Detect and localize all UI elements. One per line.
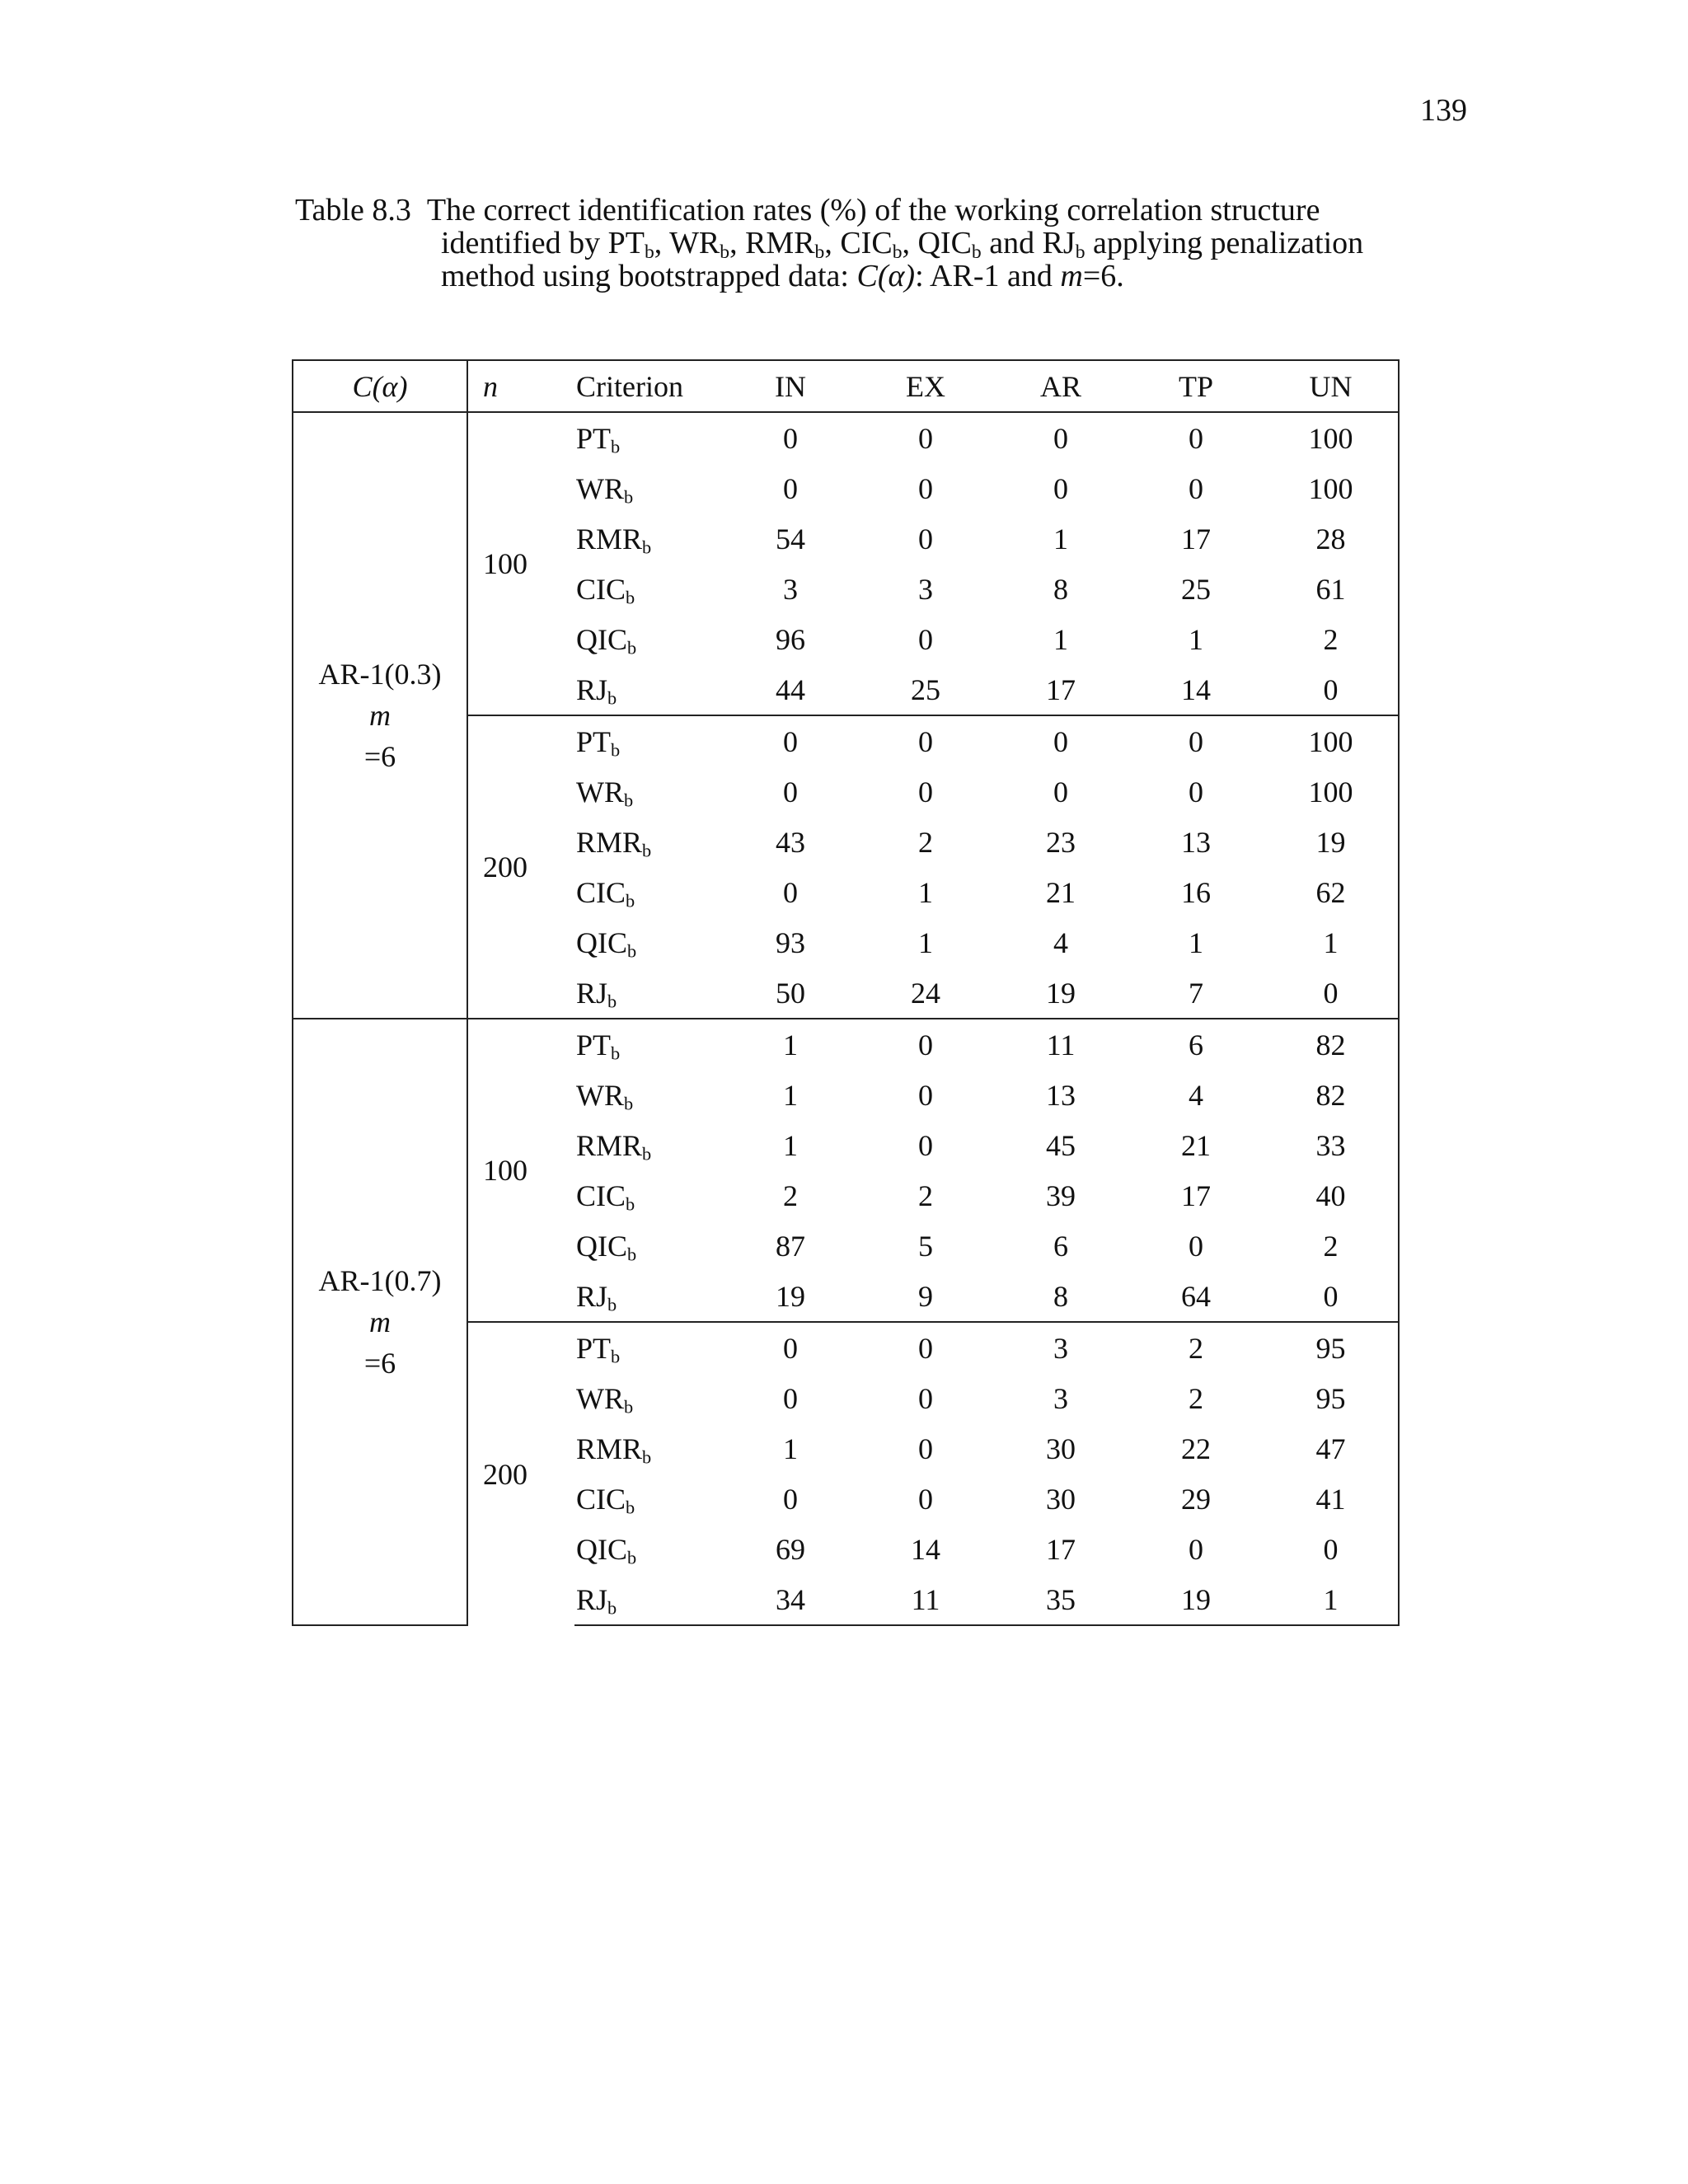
caption-fragment: =6. [1082,259,1124,293]
value-in: 34 [723,1574,858,1625]
calpha-cell [293,412,467,1019]
criterion-cell [574,463,723,513]
value-tp: 25 [1181,572,1211,606]
value-ar: 11 [993,1019,1128,1070]
criterion-name: WR [576,775,624,808]
criterion-cell [574,968,723,1019]
criterion-subscript: b [607,687,617,709]
calpha-label: AR-1(0.7) [318,1264,442,1297]
caption-line-3 [295,260,1416,293]
criterion-name: QIC [576,1229,627,1263]
value-ar: 13 [1046,1078,1076,1112]
criterion-subscript: b [642,537,652,558]
value-ar: 35 [993,1574,1128,1625]
n-cell: 200 [467,715,574,1019]
criterion-name: RJ [576,976,608,1010]
criterion-name: CIC [576,1482,626,1516]
header-n: n [467,360,574,412]
value-ex: 24 [911,976,940,1010]
value-ar: 1 [1053,522,1068,555]
value-tp: 19 [1128,1574,1264,1625]
value-un: 0 [1264,968,1399,1019]
value-un: 2 [1264,614,1399,664]
caption-subscript: b [814,241,825,263]
caption-fragment: m [1060,259,1083,293]
caption-fragment: , WR [654,226,720,260]
criterion-subscript: b [611,739,621,761]
table-row [293,412,1399,463]
table-body [293,412,1399,1625]
criterion-name: CIC [576,1179,626,1212]
caption-fragment: C [856,259,878,293]
caption-line-1 [295,194,1416,227]
criterion-subscript: b [626,1193,635,1215]
value-un: 100 [1264,412,1399,463]
value-tp: 0 [1189,1229,1203,1263]
value-in: 96 [776,622,805,656]
results-table [292,359,1400,1626]
header-row [293,360,1399,412]
value-ex: 1 [918,926,933,959]
criterion-name: QIC [576,926,627,959]
value-ex: 0 [918,1482,933,1516]
header-criterion: Criterion [574,360,723,412]
criterion-name: CIC [576,572,626,606]
page-number: 139 [1420,93,1467,128]
value-un: 47 [1264,1423,1399,1474]
criterion-cell [574,1322,723,1373]
value-in: 0 [723,715,858,766]
criterion-cell [574,564,723,614]
criterion-cell [574,917,723,968]
value-un: 1 [1264,917,1399,968]
caption-fragment: , RMR [729,226,815,260]
value-tp: 0 [1189,421,1203,455]
value-ar: 0 [1053,421,1068,455]
criterion-subscript: b [627,637,637,658]
value-ex: 0 [858,1019,993,1070]
calpha-cell [293,1019,467,1625]
criterion-subscript: b [607,991,617,1012]
criterion-cell [574,766,723,817]
criterion-cell [574,1474,723,1524]
value-ex: 0 [918,1128,933,1162]
value-un: 100 [1264,463,1399,513]
criterion-name: WR [576,471,624,505]
value-ar: 39 [1046,1179,1076,1212]
value-tp: 0 [1128,715,1264,766]
criterion-subscript: b [626,1497,635,1518]
criterion-name: WR [576,1381,624,1415]
calpha-m: m [369,1305,391,1338]
value-un: 2 [1264,1221,1399,1271]
calpha-m-label [293,1301,467,1384]
criterion-cell [574,664,723,715]
value-un: 0 [1264,1524,1399,1574]
value-tp: 6 [1128,1019,1264,1070]
criterion-cell [574,1170,723,1221]
value-tp: 22 [1181,1432,1211,1465]
value-ex: 3 [918,572,933,606]
criterion-name: RMR [576,522,643,555]
value-ar: 23 [1046,825,1076,859]
value-ex: 0 [918,1078,933,1112]
value-in: 0 [723,1322,858,1373]
value-tp: 64 [1181,1279,1211,1313]
criterion-subscript: b [642,1143,652,1165]
criterion-subscript: b [611,1346,621,1367]
caption-fragment: : AR-1 and [915,259,1061,293]
value-in: 43 [776,825,805,859]
criterion-subscript: b [627,1244,637,1265]
value-tp: 29 [1181,1482,1211,1516]
value-ar: 21 [1046,875,1076,909]
criterion-name: PT [576,1331,612,1365]
criterion-name: PT [576,421,612,455]
value-ex: 0 [918,421,933,455]
value-un: 82 [1264,1019,1399,1070]
criterion-cell [574,715,723,766]
caption-label: Table 8.3 [295,193,411,227]
criterion-cell [574,1271,723,1322]
criterion-subscript: b [624,1093,634,1114]
value-ex: 9 [918,1279,933,1313]
criterion-cell [574,1373,723,1423]
header-tp: TP [1128,360,1264,412]
value-ex: 14 [911,1532,940,1566]
caption-fragment: , QIC [902,226,972,260]
caption-fragment: identified by PT [441,226,645,260]
calpha-m-value: =6 [363,740,396,773]
value-ar: 45 [1046,1128,1076,1162]
value-tp: 13 [1181,825,1211,859]
value-tp: 0 [1189,775,1203,808]
criterion-name: RMR [576,1432,643,1465]
criterion-cell [574,1019,723,1070]
caption-line-2 [295,226,1416,263]
criterion-subscript: b [624,790,634,811]
caption-fragment: method using bootstrapped data: [441,259,857,293]
criterion-name: RJ [576,673,608,706]
header-ar: AR [993,360,1128,412]
value-ex: 25 [911,673,940,706]
value-in: 0 [783,875,798,909]
value-in: 0 [783,421,798,455]
criterion-subscript: b [611,1043,621,1064]
value-ar: 30 [1046,1432,1076,1465]
criterion-name: RJ [576,1279,608,1313]
value-ar: 8 [1053,1279,1068,1313]
calpha-m-value: =6 [363,1347,396,1380]
value-un: 0 [1264,664,1399,715]
value-in: 87 [776,1229,805,1263]
caption-fragment: and RJ [981,226,1076,260]
value-in: 93 [776,926,805,959]
value-in: 0 [783,1482,798,1516]
value-tp: 2 [1189,1381,1203,1415]
criterion-name: RJ [576,1582,608,1616]
criterion-name: CIC [576,875,626,909]
value-in: 69 [776,1532,805,1566]
caption-fragment: (α) [877,259,916,293]
value-ex: 0 [918,1432,933,1465]
value-ex: 0 [918,522,933,555]
value-un: 61 [1264,564,1399,614]
value-ar: 0 [1053,471,1068,505]
calpha-label: AR-1(0.3) [318,658,442,691]
criterion-subscript: b [611,436,621,457]
value-ar: 19 [1046,976,1076,1010]
caption-subscript: b [644,241,654,263]
value-ar: 8 [1053,572,1068,606]
value-in: 54 [776,522,805,555]
header-calpha-c: C [352,369,373,403]
value-ar: 6 [1053,1229,1068,1263]
caption-subscript: b [1075,241,1085,263]
value-in: 0 [783,1381,798,1415]
value-un: 100 [1264,766,1399,817]
criterion-name: WR [576,1078,624,1112]
caption-subscript: b [720,241,730,263]
value-un: 33 [1264,1120,1399,1170]
criterion-subscript: b [627,1547,637,1568]
caption-subscript: b [892,241,903,263]
value-ex: 0 [918,775,933,808]
value-un: 40 [1264,1170,1399,1221]
value-ex: 11 [858,1574,993,1625]
value-ar: 0 [993,715,1128,766]
header-un: UN [1264,360,1399,412]
value-ar: 17 [1046,1532,1076,1566]
value-ar: 1 [1053,622,1068,656]
value-tp: 21 [1181,1128,1211,1162]
criterion-subscript: b [626,587,635,608]
header-calpha [293,360,467,412]
criterion-name: RMR [576,825,643,859]
value-ex: 0 [918,1381,933,1415]
n-cell: 100 [467,412,574,715]
criterion-cell [574,1070,723,1120]
value-in: 1 [783,1078,798,1112]
value-ex: 0 [858,715,993,766]
criterion-cell [574,867,723,917]
value-ar: 0 [1053,775,1068,808]
value-in: 0 [783,775,798,808]
value-un: 41 [1264,1474,1399,1524]
table-caption [295,194,1416,293]
value-ex: 0 [858,1322,993,1373]
value-tp: 16 [1181,875,1211,909]
criterion-cell [574,1423,723,1474]
value-tp: 17 [1181,522,1211,555]
criterion-name: QIC [576,622,627,656]
value-in: 1 [783,1128,798,1162]
value-in: 1 [723,1019,858,1070]
n-cell: 200 [467,1322,574,1625]
value-in: 50 [776,976,805,1010]
value-un: 82 [1264,1070,1399,1120]
value-ar: 3 [993,1322,1128,1373]
criterion-cell [574,1574,723,1625]
value-in: 0 [783,471,798,505]
caption-text-1: The correct identification rates (%) of the working correlation structure [426,193,1320,227]
header-calpha-alpha: (α) [372,369,408,403]
criterion-subscript: b [607,1294,617,1315]
value-ex: 1 [918,875,933,909]
criterion-subscript: b [627,940,637,962]
criterion-cell [574,1120,723,1170]
value-un: 0 [1264,1271,1399,1322]
criterion-cell [574,614,723,664]
criterion-name: RMR [576,1128,643,1162]
value-un: 95 [1264,1322,1399,1373]
criterion-cell [574,412,723,463]
value-in: 44 [776,673,805,706]
criterion-cell [574,1221,723,1271]
value-un: 1 [1264,1574,1399,1625]
criterion-cell [574,817,723,867]
value-ex: 0 [918,622,933,656]
value-in: 2 [783,1179,798,1212]
caption-fragment: applying penalization [1085,226,1364,260]
n-cell: 100 [467,1019,574,1322]
criterion-cell [574,1524,723,1574]
value-ar: 17 [1046,673,1076,706]
caption-fragment: , CIC [824,226,893,260]
value-un: 95 [1264,1373,1399,1423]
criterion-name: QIC [576,1532,627,1566]
calpha-m-label [293,695,467,777]
value-tp: 1 [1189,622,1203,656]
criterion-subscript: b [626,890,635,912]
criterion-subscript: b [624,486,634,508]
value-tp: 0 [1189,471,1203,505]
value-tp: 0 [1189,1532,1203,1566]
criterion-subscript: b [607,1597,617,1619]
calpha-m: m [369,699,391,732]
value-tp: 17 [1181,1179,1211,1212]
caption-subscript: b [971,241,982,263]
value-ex: 5 [918,1229,933,1263]
criterion-subscript: b [642,1446,652,1468]
value-tp: 14 [1181,673,1211,706]
value-ex: 0 [918,471,933,505]
value-in: 19 [776,1279,805,1313]
value-ar: 30 [1046,1482,1076,1516]
criterion-subscript: b [642,840,652,861]
value-ex: 2 [918,1179,933,1212]
value-un: 62 [1264,867,1399,917]
value-tp: 7 [1189,976,1203,1010]
criterion-name: PT [576,724,612,758]
value-un: 100 [1264,715,1399,766]
value-tp: 1 [1189,926,1203,959]
value-tp: 4 [1189,1078,1203,1112]
value-ar: 3 [1053,1381,1068,1415]
value-in: 1 [783,1432,798,1465]
value-un: 28 [1264,513,1399,564]
criterion-subscript: b [624,1396,634,1418]
value-un: 19 [1264,817,1399,867]
value-ex: 2 [918,825,933,859]
value-in: 3 [783,572,798,606]
criterion-name: PT [576,1028,612,1062]
value-tp: 2 [1128,1322,1264,1373]
header-ex: EX [858,360,993,412]
table-row [293,1019,1399,1070]
criterion-cell [574,513,723,564]
header-in: IN [723,360,858,412]
value-ar: 4 [1053,926,1068,959]
